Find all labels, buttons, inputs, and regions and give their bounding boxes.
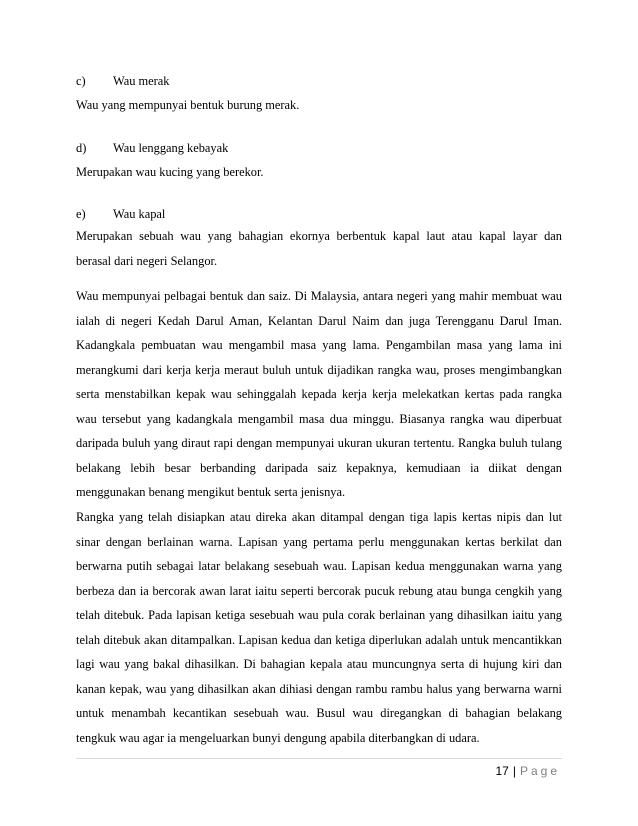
paragraph-line: ialah di negeri Kedah Darul Aman, Kelantan Darul Naim dan juga Terengganu Darul Iman.	[76, 313, 562, 328]
paragraph-line: menggunakan benang mengikut bentuk serta jenisnya.	[76, 485, 346, 499]
item-e-line: Merupakan sebuah wau yang bahagian ekornya berbentuk kapal laut atau kapal layar dan	[76, 229, 562, 243]
paragraph-line: Wau mempunyai pelbagai bentuk dan saiz. Di Malaysia, antara negeri yang mahir membuat wau	[76, 289, 562, 303]
paragraph-line: untuk menambah kecantikan sesebuah wau. Busul wau diregangkan di bahagian belakang	[76, 706, 562, 720]
item-c-title: Wau merak	[113, 74, 170, 88]
item-e-description	[76, 224, 562, 273]
paragraph-line: belakang lebih besar berbanding daripada saiz kepaknya, kemudiaan ia diikat dengan	[76, 460, 562, 475]
item-c-letter: c)	[76, 74, 86, 88]
paragraph-line: Rangka yang telah disiapkan atau direka akan ditampal dengan tiga lapis kertas nipis dan lut	[76, 510, 562, 524]
item-e-line: berasal dari negeri Selangor.	[76, 253, 218, 268]
paragraph-line: wau tersebut yang kadangkala mengambil masa dua minggu. Biasanya rangka wau diperbuat	[76, 411, 562, 426]
page-label: Page	[519, 764, 560, 778]
footer-separator: |	[512, 764, 516, 778]
item-d-description: Merupakan wau kucing yang berekor.	[76, 165, 264, 179]
item-d-heading	[76, 141, 556, 156]
item-e-letter: e)	[76, 207, 86, 221]
item-d-title: Wau lenggang kebayak	[113, 141, 229, 155]
item-c-heading	[76, 74, 556, 89]
paragraph-line: berbeza dan ia bercorak awan larat iaitu seperti bercorak pucuk rebung atau bunga cengkih yang	[76, 583, 562, 598]
paragraph-line: Kadangkala pembuatan wau mengambil masa yang lama. Pengambilan masa yang lama ini	[76, 338, 562, 352]
footer-divider	[76, 758, 562, 759]
paragraph-line: berwarna putih sebagai latar belakang sesebuah wau. Lapisan kedua menggunakan warna yang	[76, 559, 562, 573]
item-d-letter: d)	[76, 141, 87, 155]
paragraph-line: daripada buluh yang diraut rapi dengan mempunyai ukuran ukuran tertentu. Rangka buluh tulang	[76, 436, 562, 450]
paragraph-line: merangkumi dari kerja kerja meraut buluh untuk dijadikan rangka wau, proses mengimbangkan	[76, 362, 562, 377]
paragraph-line: kanan kepak, wau yang dihasilkan akan dihiasi dengan rambu rambu halus yang berwarna warni	[76, 681, 562, 696]
paragraph-line: sinar dengan berlainan warna. Lapisan yang pertama perlu menggunakan kertas berkilat dan	[76, 534, 562, 549]
paragraph-2	[76, 505, 562, 750]
paragraph-line: telah ditebuk akan ditampalkan. Lapisan kedua dan ketiga diperlukan adalah untuk mencantikkan	[76, 632, 562, 647]
paragraph-line: lagi wau yang bakal dihasilkan. Di bahagian kepala atau muncungnya serta di hujung kiri dan	[76, 657, 562, 671]
page-footer	[495, 764, 560, 778]
paragraph-line: serta menstabilkan kepak wau sehinggalah kepada kerja kerja melekatkan kertas pada rangka	[76, 387, 562, 401]
paragraph-line: tengkuk wau agar ia mengeluarkan bunyi dengung apabila diterbangkan di udara.	[76, 730, 480, 745]
item-e-title: Wau kapal	[113, 207, 166, 221]
item-c-description: Wau yang mempunyai bentuk burung merak.	[76, 98, 300, 112]
paragraph-1	[76, 284, 562, 505]
paragraph-line: telah ditebuk. Pada lapisan ketiga sesebuah wau pula corak berlainan yang dihasilkan iaitu yang	[76, 608, 562, 622]
page-number: 17	[495, 764, 509, 778]
item-e-heading	[76, 207, 556, 222]
